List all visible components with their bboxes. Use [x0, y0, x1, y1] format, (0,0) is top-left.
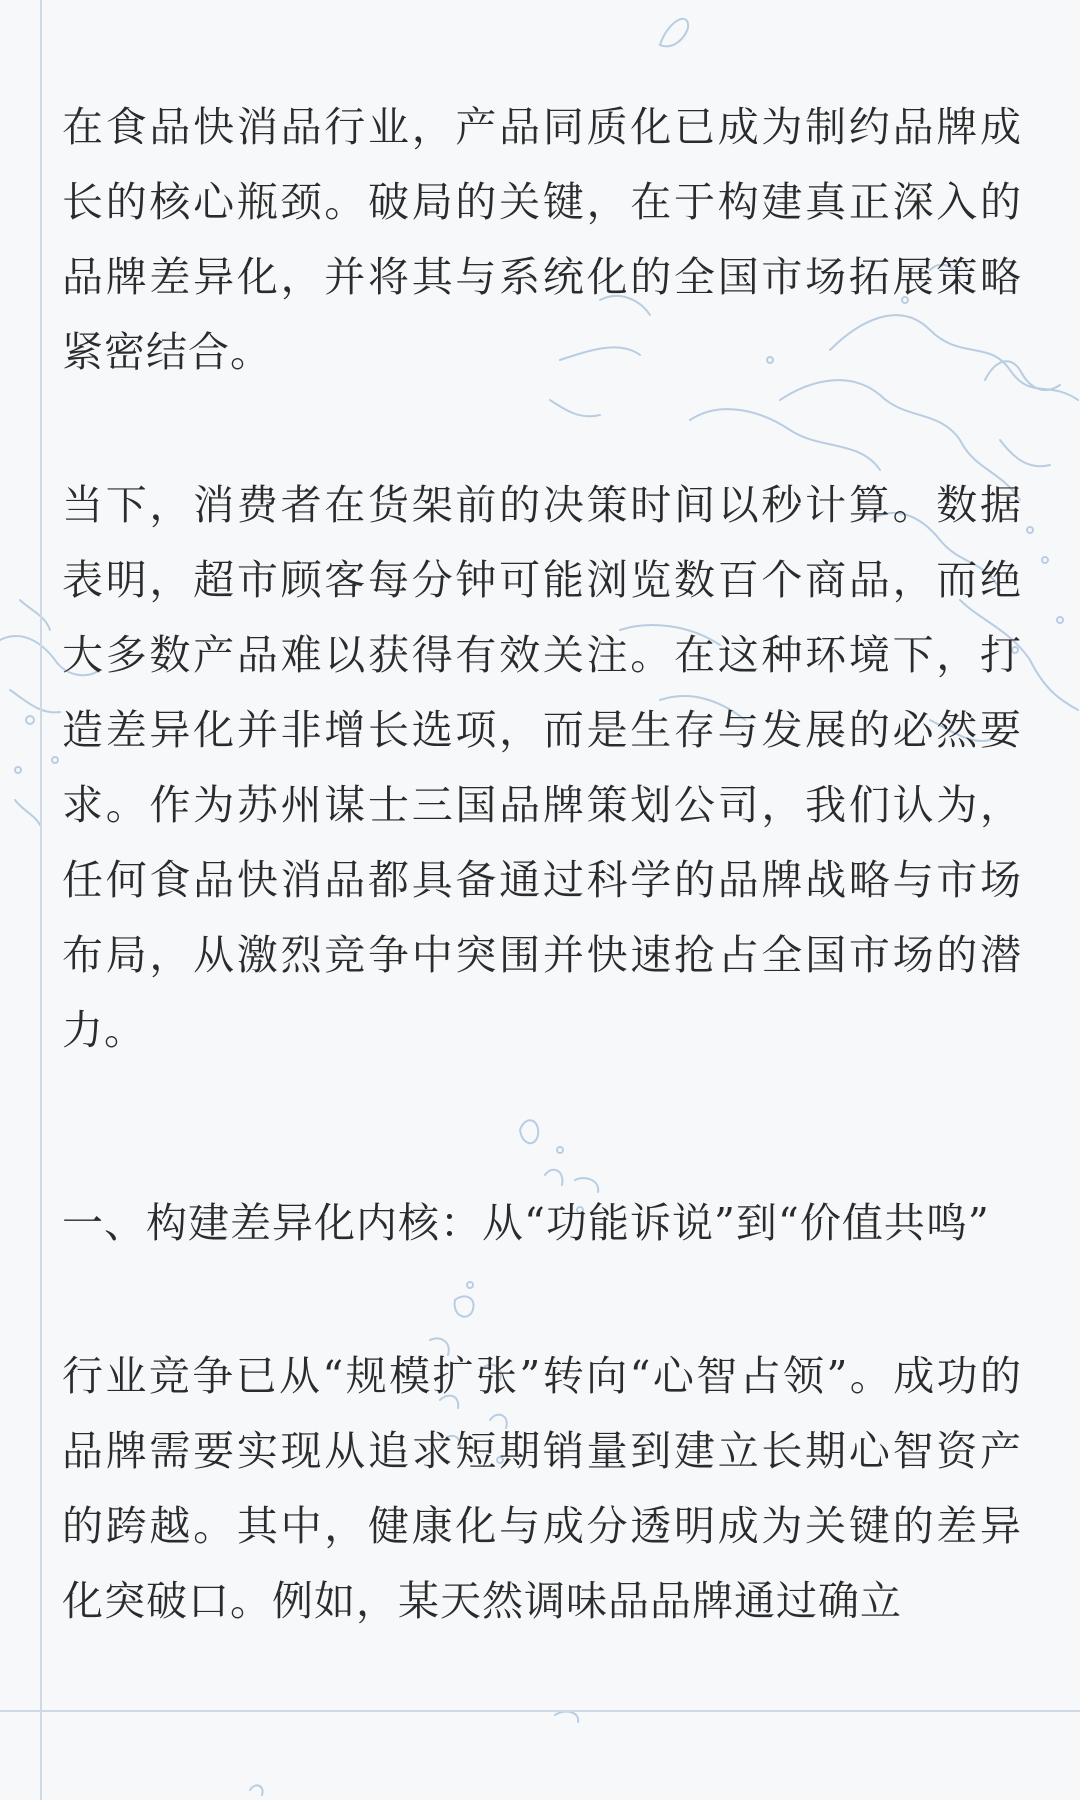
- paragraph-section-1: 行业竞争已从“规模扩张”转向“心智占领”。成功的品牌需要实现从追求短期销量到建立长期心智资产的跨越。其中，健康化与成分透明成为关键的差异化突破口。例如，某天然调味品品牌通过确立: [62, 1352, 1022, 1625]
- paragraph-intro: 在食品快消品行业，产品同质化已成为制约品牌成长的核心瓶颈。破局的关键，在于构建真正深入的品牌差异化，并将其与系统化的全国市场拓展策略紧密结合。: [62, 103, 1022, 376]
- paragraph-context: 当下，消费者在货架前的决策时间以秒计算。数据表明，超市顾客每分钟可能浏览数百个商品，而绝大多数产品难以获得有效关注。在这种环境下，打造差异化并非增长选项，而是生存与发展的必然要求。作为苏州谋士三国品牌策划公司，我们认为，任何食品快消品都具备通过科学的品牌战略与市场布局，从激烈竞争中突围并快速抢占全国市场的潜力。: [62, 481, 1022, 1054]
- section-gap: [62, 1146, 1022, 1186]
- section-heading-1: 一、构建差异化内核：从“功能诉说”到“价值共鸣”: [62, 1199, 990, 1247]
- left-margin-rule: [40, 0, 42, 1800]
- article-body: [62, 90, 1022, 1717]
